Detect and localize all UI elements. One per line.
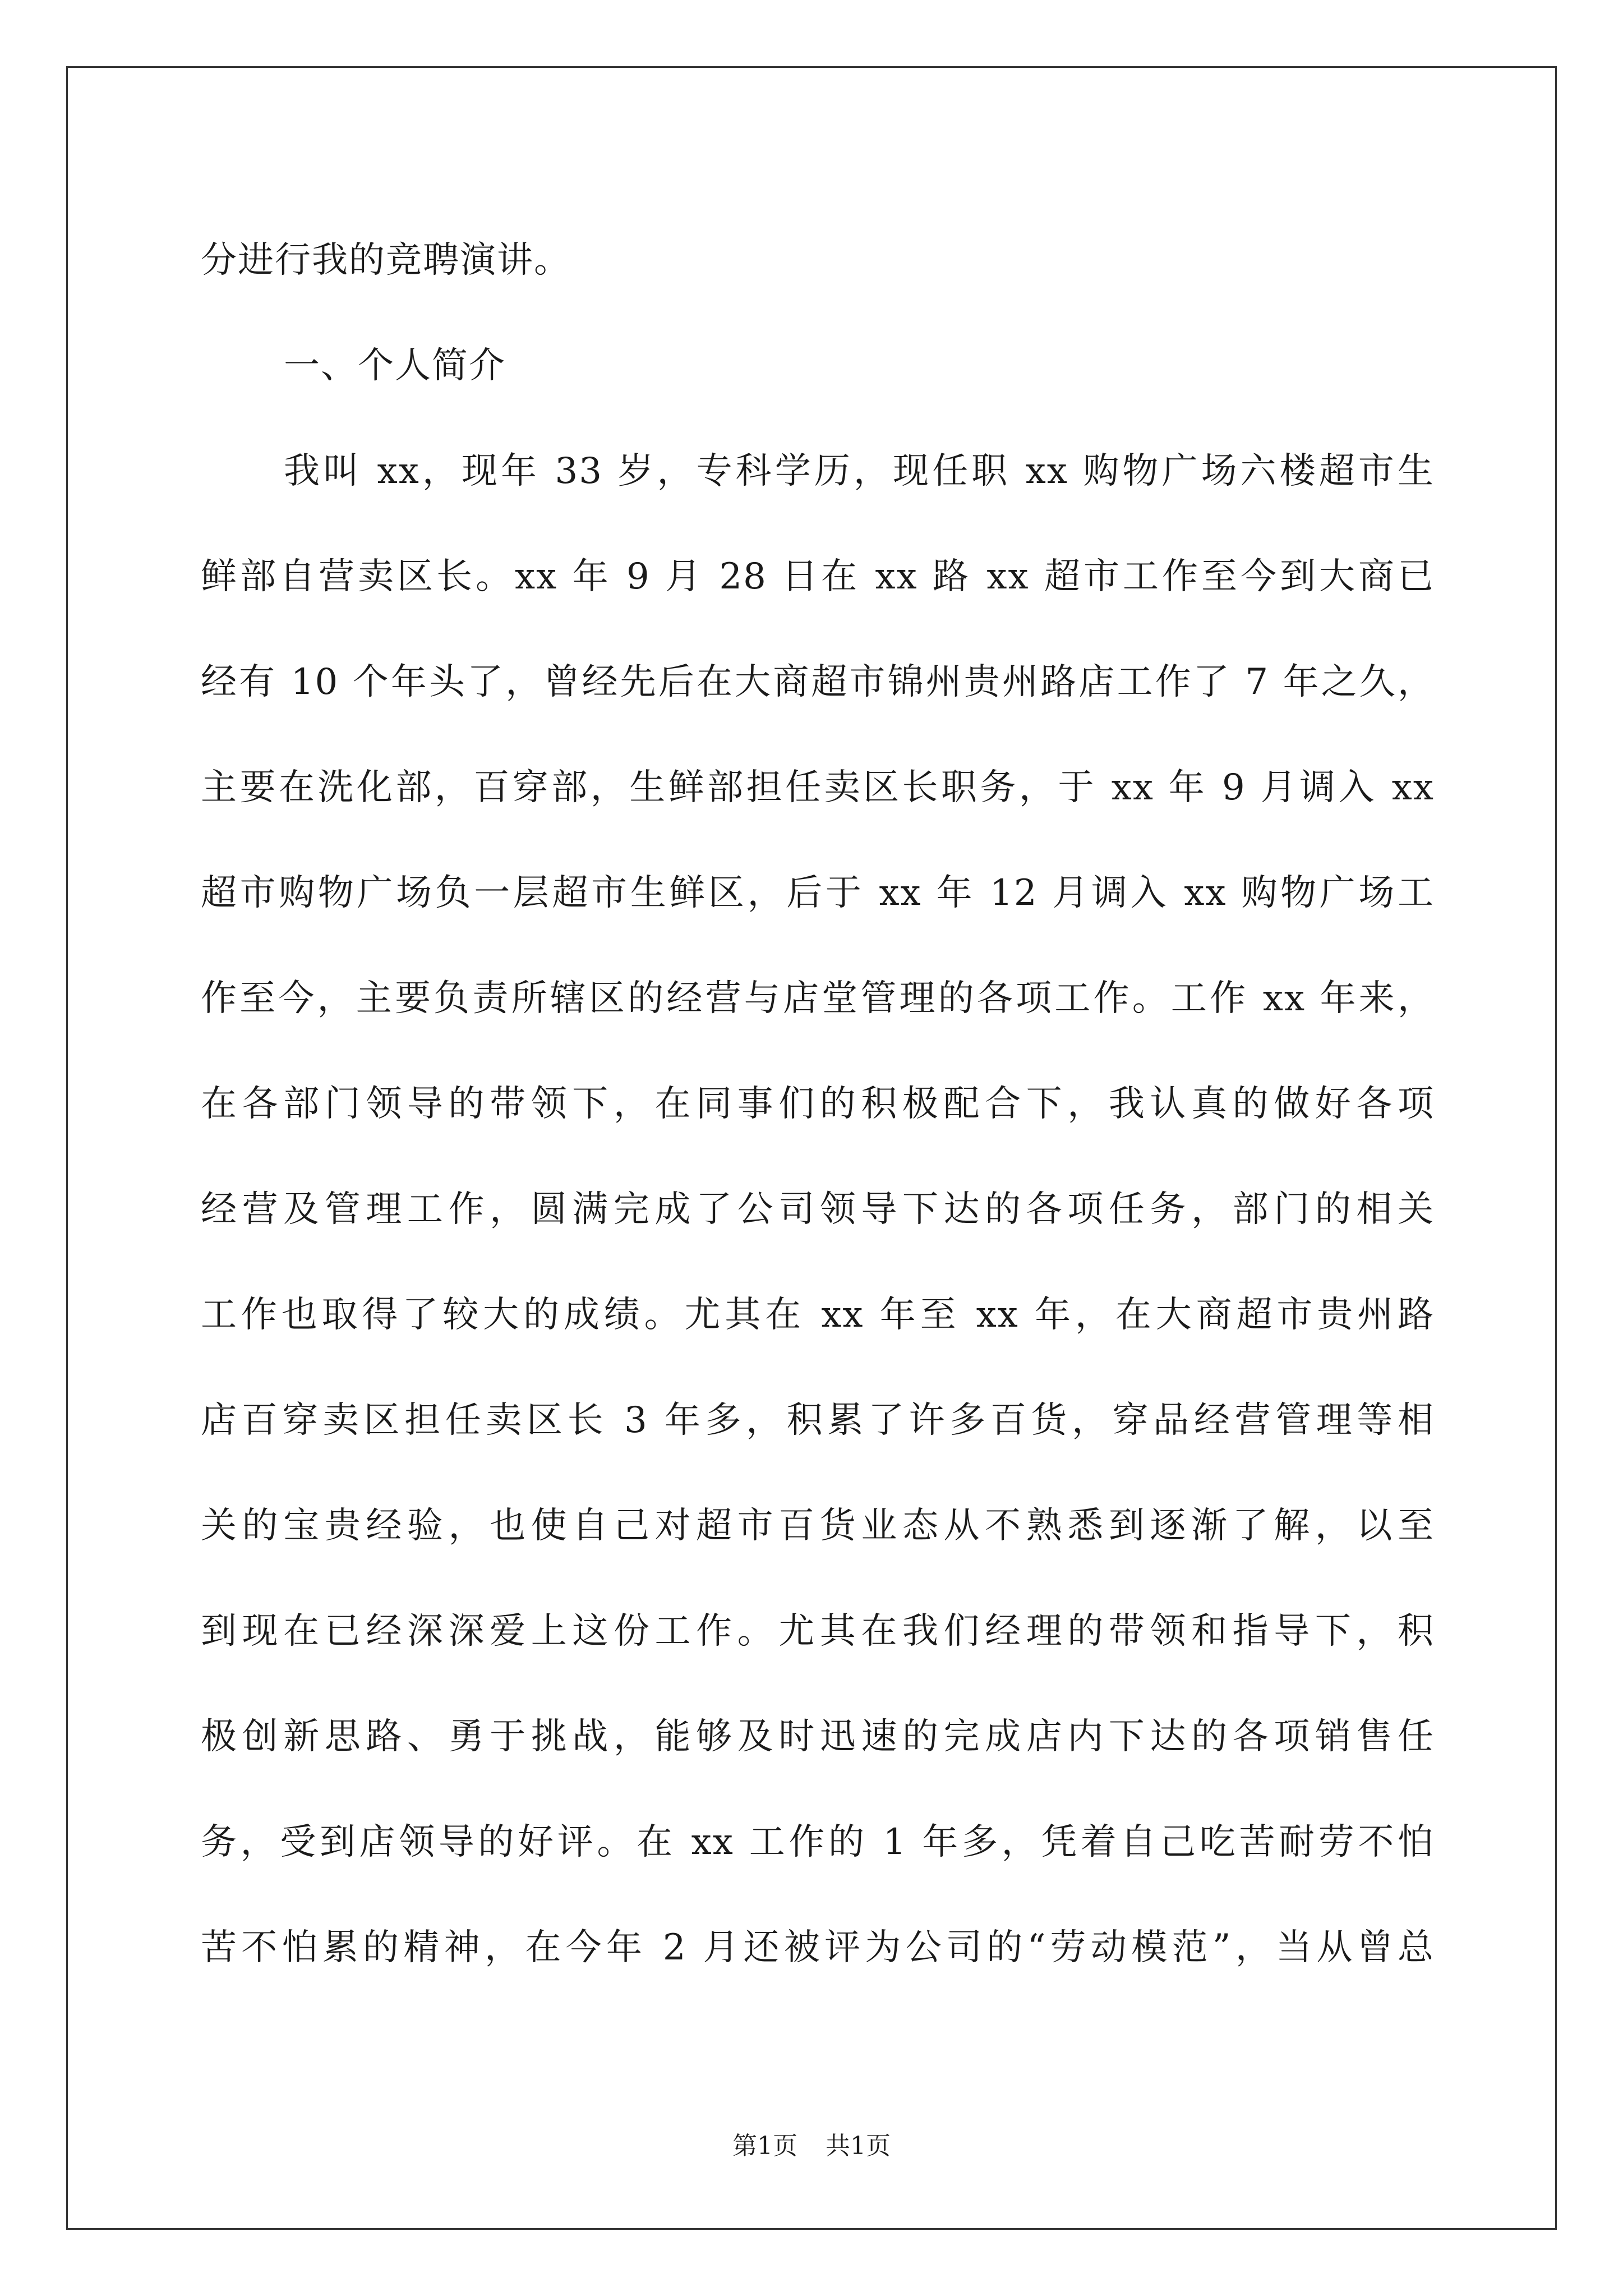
- text-line: 店百穿卖区担任卖区长 3 年多，积累了许多百货，穿品经营管理等相: [201, 1400, 1435, 1441]
- text-line: 我叫 xx，现年 33 岁，专科学历，现任职 xx 购物广场六楼超市生: [284, 450, 1435, 492]
- text-line: 作至今，主要负责所辖区的经营与店堂管理的各项工作。工作 xx 年来，: [201, 978, 1435, 1019]
- text-line: 极创新思路、勇于挑战，能够及时迅速的完成店内下达的各项销售任: [201, 1716, 1435, 1757]
- text-line: 到现在已经深深爱上这份工作。尤其在我们经理的带领和指导下，积: [201, 1611, 1435, 1652]
- document-body: [201, 208, 1435, 2000]
- section-heading: 一、个人简介: [284, 345, 506, 386]
- text-line: 超市购物广场负一层超市生鲜区，后于 xx 年 12 月调入 xx 购物广场工: [201, 872, 1435, 914]
- text-line: 关的宝贵经验，也使自己对超市百货业态从不熟悉到逐渐了解，以至: [201, 1505, 1435, 1547]
- text-line: 鲜部自营卖区长。xx 年 9 月 28 日在 xx 路 xx 超市工作至今到大商已: [201, 556, 1435, 597]
- text-line: 经营及管理工作，圆满完成了公司领导下达的各项任务，部门的相关: [201, 1189, 1435, 1230]
- text-line: 经有 10 个年头了，曾经先后在大商超市锦州贵州路店工作了 7 年之久，: [201, 661, 1435, 703]
- text-line: 在各部门领导的带领下，在同事们的积极配合下，我认真的做好各项: [201, 1083, 1435, 1125]
- page-number-current: 第1页: [732, 2132, 797, 2160]
- page-number-total: 共1页: [826, 2132, 891, 2160]
- text-line: 务，受到店领导的好评。在 xx 工作的 1 年多，凭着自己吃苦耐劳不怕: [201, 1821, 1435, 1863]
- text-line: 工作也取得了较大的成绩。尤其在 xx 年至 xx 年，在大商超市贵州路: [201, 1294, 1435, 1336]
- text-line: 主要在洗化部，百穿部，生鲜部担任卖区长职务，于 xx 年 9 月调入 xx: [201, 767, 1435, 808]
- text-line: 分进行我的竞聘演讲。: [201, 240, 571, 281]
- text-line: 苦不怕累的精神，在今年 2 月还被评为公司的“劳动模范”，当从曾总: [201, 1927, 1435, 1968]
- page-footer: [0, 2129, 1623, 2163]
